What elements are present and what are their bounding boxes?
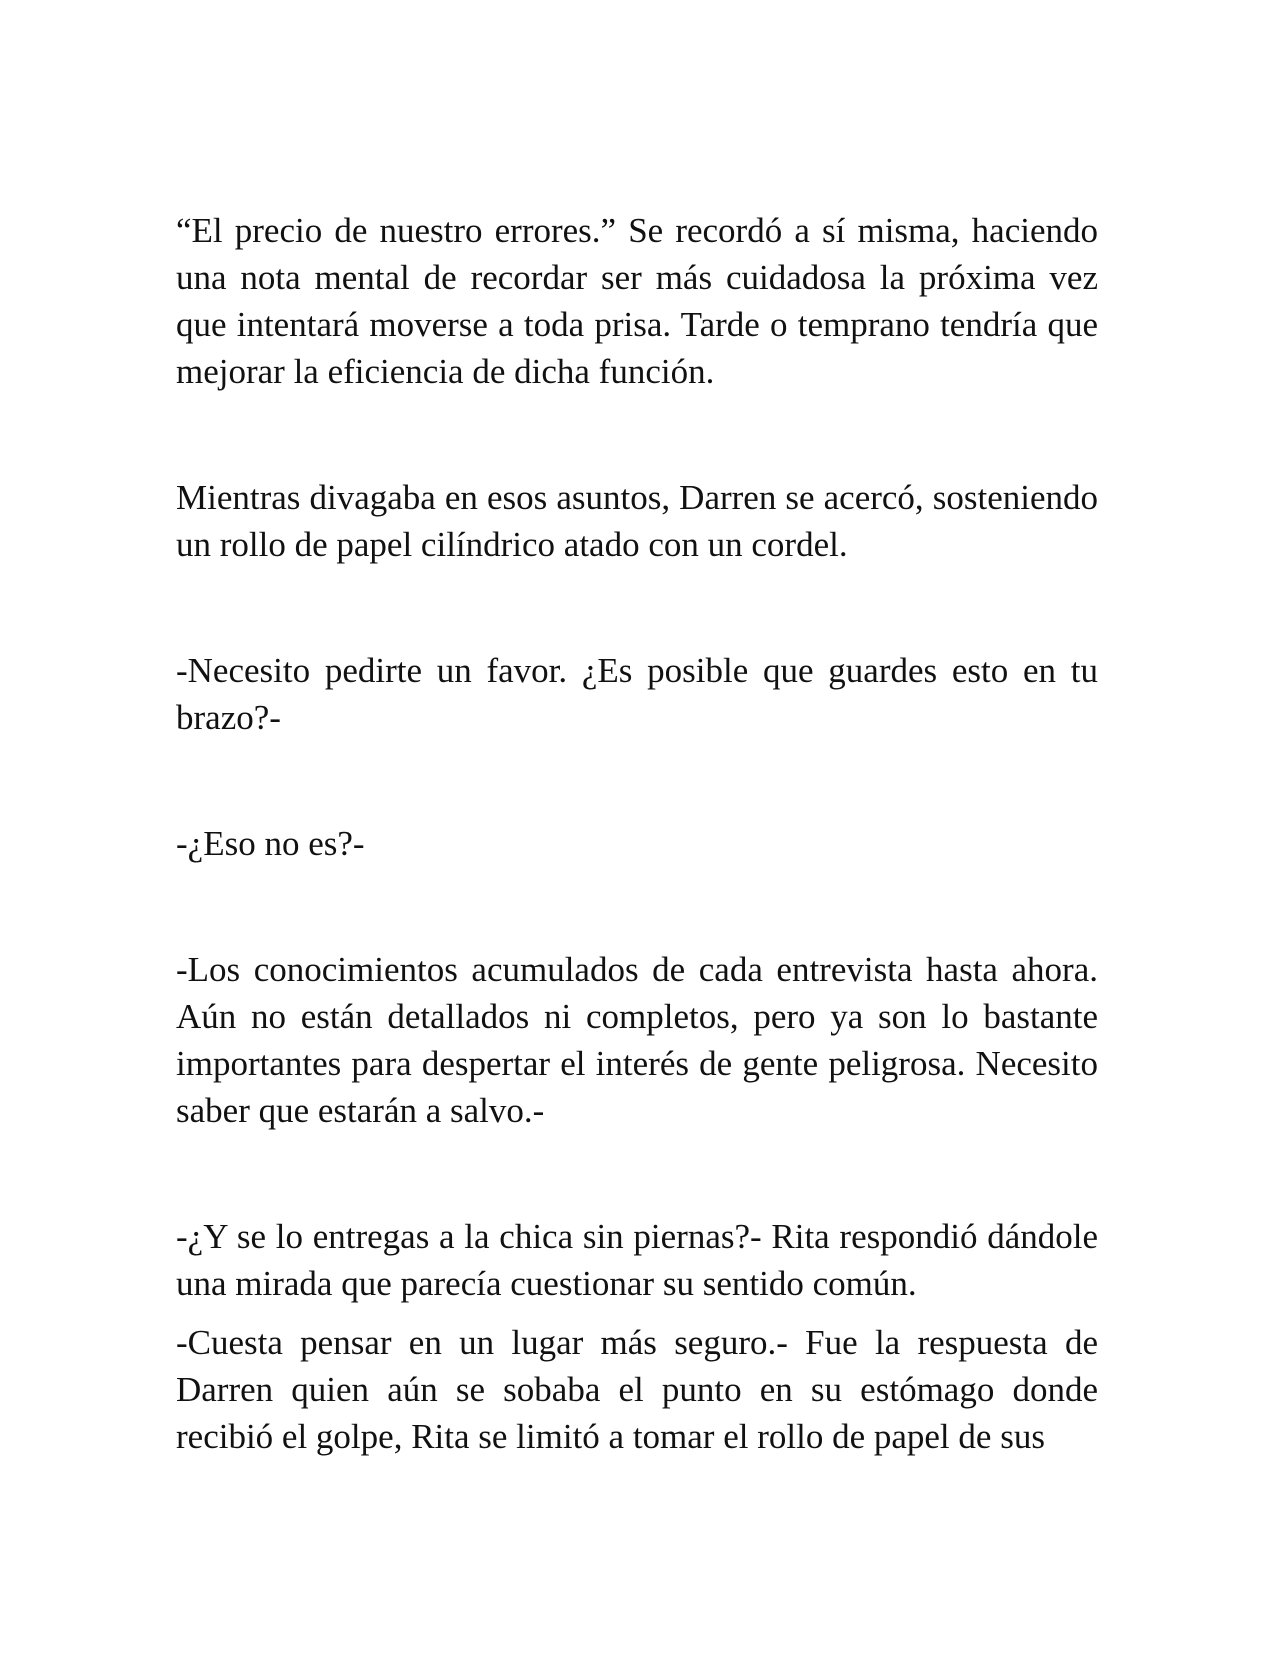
paragraph-2: Mientras divagaba en esos asuntos, Darren se acercó, sosteniendo un rollo de papel cilíndrico atado con un cordel. (176, 478, 1098, 564)
paragraph-1: “El precio de nuestro errores.” Se recordó a sí misma, haciendo una nota mental de recordar ser más cuidadosa la próxima vez que intentará moverse a toda prisa. Tarde o temprano tendría que mejorar la eficiencia de dicha función. (176, 211, 1098, 391)
paragraph-5: -Los conocimientos acumulados de cada entrevista hasta ahora. Aún no están detallados ni completos, pero ya son lo bastante importantes para despertar el interés de gente peligrosa. Necesito saber que estarán a salvo.- (176, 950, 1098, 1130)
paragraph-3: -Necesito pedirte un favor. ¿Es posible que guardes esto en tu brazo?- (176, 651, 1098, 737)
body-text (176, 207, 1098, 1460)
paragraph-6: -¿Y se lo entregas a la chica sin piernas?- Rita respondió dándole una mirada que parecía cuestionar su sentido común. (176, 1217, 1098, 1303)
paragraph-4: -¿Eso no es?- (176, 824, 365, 863)
paragraph-7: -Cuesta pensar en un lugar más seguro.- Fue la respuesta de Darren quien aún se sobaba el punto en su estómago donde recibió el golpe, Rita se limitó a tomar el rollo de papel de sus (176, 1323, 1098, 1456)
